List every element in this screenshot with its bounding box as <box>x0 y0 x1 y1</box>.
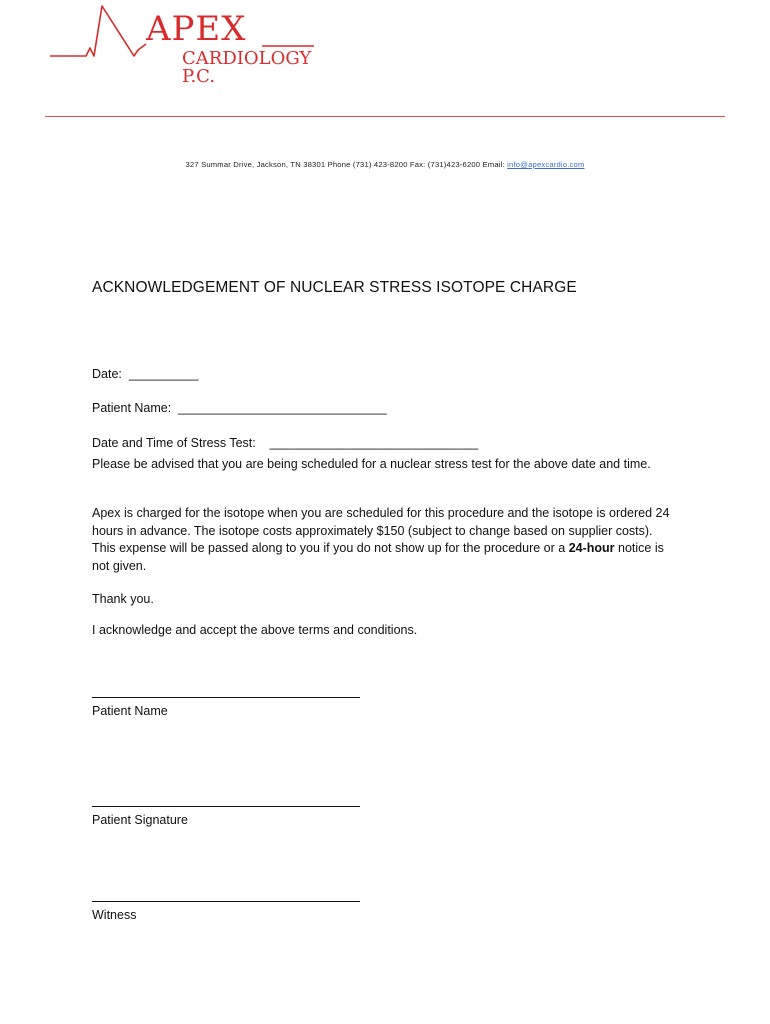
isotope-charge-text: Apex is charged for the isotope when you are scheduled for this procedure and the isotope is ordered 24 hours in advance. The isotope costs approximately $150 (subject to change based on supplier costs). This expense will be passed along to you if you do not show up for the procedure or a <box>92 506 670 555</box>
patient-name-signature-line[interactable] <box>92 697 360 698</box>
patient-name-field[interactable]: Patient Name: ______________________________ <box>92 401 387 415</box>
document-title: ACKNOWLEDGEMENT OF NUCLEAR STRESS ISOTOPE CHARGE <box>92 279 577 296</box>
isotope-charge-text-end: notice is not given. <box>92 541 664 573</box>
thank-you-text: Thank you. <box>92 592 154 606</box>
isotope-charge-paragraph <box>92 505 672 575</box>
patient-signature-label: Patient Signature <box>92 813 188 827</box>
schedule-notice-paragraph: Please be advised that you are being scheduled for a nuclear stress test for the above date and time. <box>92 457 651 471</box>
date-field[interactable]: Date: __________ <box>92 367 199 381</box>
patient-name-label: Patient Name <box>92 704 168 718</box>
contact-info <box>0 160 770 169</box>
test-datetime-field[interactable]: Date and Time of Stress Test: ______________________________ <box>92 436 479 450</box>
logo-wordmark: APEX <box>146 9 247 49</box>
patient-signature-line[interactable] <box>92 806 360 807</box>
apex-cardiology-logo <box>48 4 348 87</box>
logo-subtitle: CARDIOLOGY P.C. <box>182 48 312 87</box>
witness-label: Witness <box>92 908 137 922</box>
header-divider <box>45 116 725 117</box>
contact-address-phone: 327 Summar Drive, Jackson, TN 38301 Phone (731) 423-8200 Fax: (731)423-6200 Email: <box>185 160 508 169</box>
notice-period-emphasis: 24-hour <box>568 541 615 555</box>
contact-email-link[interactable]: info@apexcardio.com <box>507 160 585 169</box>
acknowledgement-statement: I acknowledge and accept the above terms and conditions. <box>92 623 418 637</box>
witness-signature-line[interactable] <box>92 901 360 902</box>
